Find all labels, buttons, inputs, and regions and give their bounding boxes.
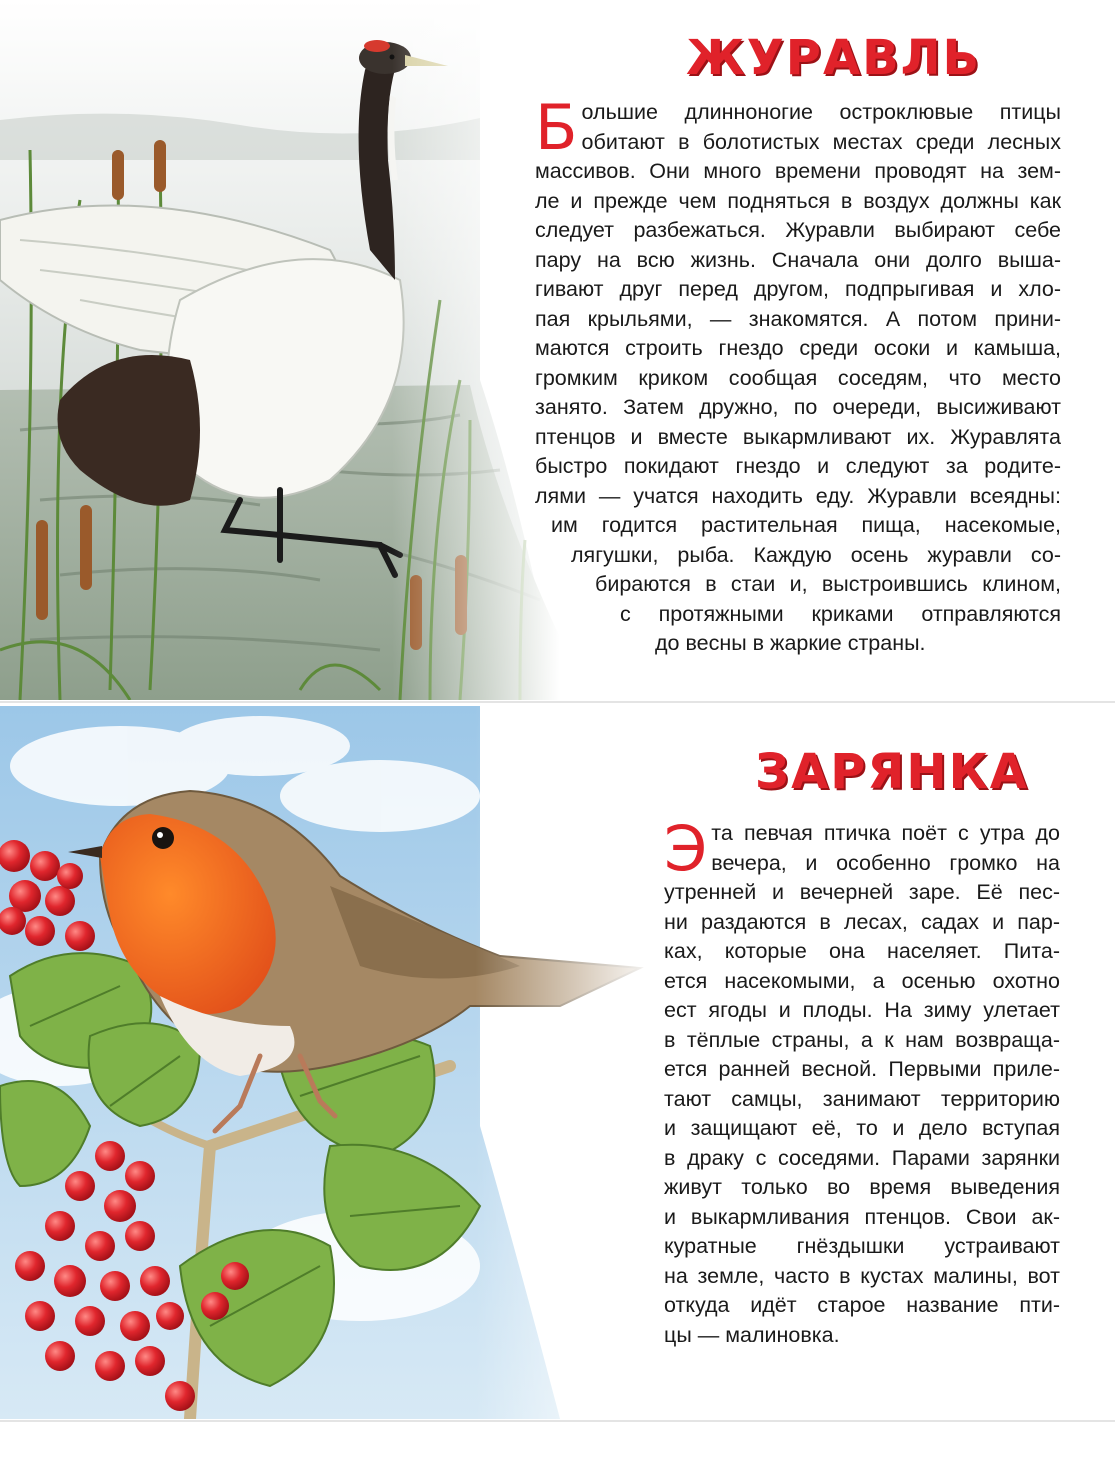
robin-text-line: в тёплые страны, а к нам возвраща- — [664, 1027, 1060, 1052]
crane-text-line: пая крыльями, — знакомятся. А потом прини- — [535, 306, 1061, 331]
crane-text-line: ольшие длинноногие остроклювые птицы — [581, 100, 1061, 124]
crane-card — [0, 0, 1115, 700]
crane-dropcap: Б — [535, 91, 578, 164]
crane-text-line: обитают в болотистых местах среди лесных — [581, 129, 1061, 154]
robin-text-line: на земле, часто в кустах малины, вот — [664, 1263, 1060, 1288]
robin-text-line: та певчая птичка поёт с утра до — [711, 821, 1060, 845]
robin-text-line: куратные гнёздышки устраивают — [664, 1234, 1060, 1258]
crane-text-line: птенцов и вместе выкармливают их. Журавлята — [535, 424, 1061, 449]
crane-text-line: маются строить гнездо среди осоки и камыша, — [535, 336, 1061, 360]
robin-text-line: тают самцы, занимают территорию — [664, 1086, 1060, 1111]
robin-card — [0, 706, 1115, 1419]
robin-illustration — [0, 706, 660, 1419]
robin-dropcap: Э — [664, 812, 708, 885]
robin-text-line: утренней и вечерней заре. Её пес- — [664, 880, 1060, 904]
crane-text-line: громким криком сообщая соседям, что место — [535, 365, 1061, 390]
crane-text-line: им годится растительная пища, насекомые, — [551, 513, 1061, 537]
crane-title: ЖУРАВЛЬ — [686, 30, 982, 86]
robin-text-line: ках, которые она населяет. Пита- — [664, 939, 1060, 963]
crane-text-line: занято. Затем дружно, по очереди, высиживают — [535, 395, 1061, 419]
robin-text — [664, 812, 1060, 1350]
crane-text-line: следует разбежаться. Журавли выбирают себе — [535, 218, 1061, 242]
crane-text-line: ле и прежде чем подняться в воздух должны как — [535, 188, 1061, 213]
crane-text — [535, 91, 1061, 659]
crane-text-line: гивают друг перед другом, подпрыгивая и хло- — [535, 277, 1061, 301]
crane-illustration — [0, 0, 560, 700]
crane-text-line: с протяжными криками отправляются — [620, 601, 1061, 626]
crane-text-line: быстро покидают гнездо и следуют за родите- — [535, 454, 1061, 478]
crane-text-line: пару на всю жизнь. Сначала они долго выша- — [535, 247, 1061, 272]
page-bottom-divider — [0, 1420, 1115, 1422]
robin-text-line: цы — малиновка. — [664, 1322, 840, 1347]
card-divider — [0, 701, 1115, 703]
crane-text-line: лягушки, рыба. Каждую осень журавли со- — [571, 542, 1061, 567]
robin-text-line: ни раздаются в лесах, садах и пар- — [664, 909, 1060, 934]
crane-text-line: до весны в жаркие страны. — [655, 631, 926, 655]
crane-text-line: лями — учатся находить еду. Журавли всеядны: — [535, 483, 1061, 508]
robin-text-line: вечера, и особенно громко на — [711, 850, 1060, 875]
robin-text-line: живут только во время выведения — [664, 1175, 1060, 1199]
robin-text-line: в драку с соседями. Парами зарянки — [664, 1145, 1060, 1170]
robin-text-line: и защищают её, то и дело вступая — [664, 1116, 1060, 1140]
robin-text-line: ется ранней весной. Первыми приле- — [664, 1057, 1060, 1081]
robin-text-line: ется насекомыми, а осенью охотно — [664, 968, 1060, 993]
robin-text-line: откуда идёт старое название пти- — [664, 1293, 1060, 1317]
robin-text-line: и выкармливания птенцов. Свои ак- — [664, 1204, 1060, 1229]
robin-title: ЗАРЯНКА — [755, 744, 1029, 800]
crane-text-line: массивов. Они много времени проводят на зем- — [535, 159, 1061, 183]
crane-text-line: бираются в стаи и, выстроившись клином, — [595, 572, 1061, 596]
robin-text-line: ест ягоды и плоды. На зиму улетает — [664, 998, 1060, 1022]
